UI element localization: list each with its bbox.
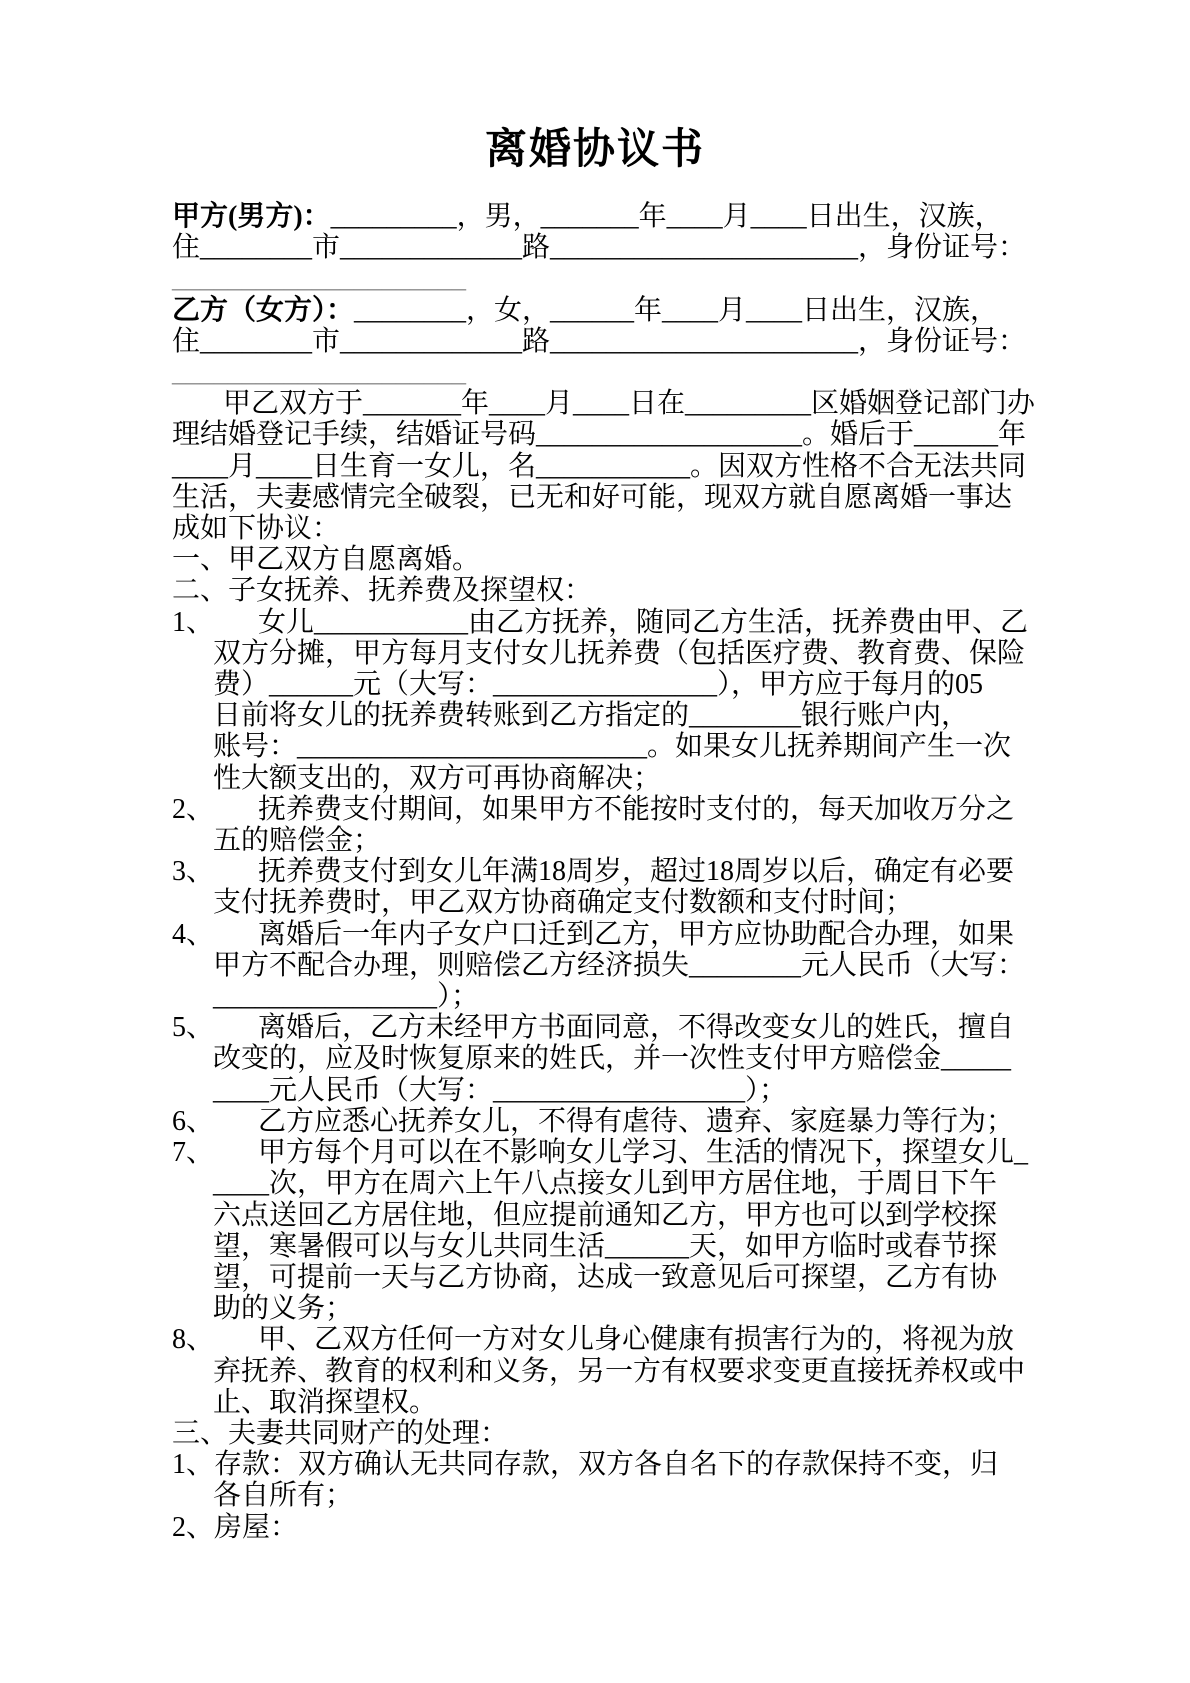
line-text: _____________________ [172, 357, 466, 389]
line-text: 2、房屋： [172, 1511, 299, 1543]
document-line [172, 1387, 1052, 1418]
line-text: ________________）； [213, 981, 480, 1013]
list-number: 5、 [172, 1012, 215, 1044]
document-line [172, 700, 1052, 731]
document-line [172, 1418, 1052, 1449]
document-line [172, 1200, 1052, 1231]
document-line [172, 1356, 1052, 1387]
list-number: 8、 [172, 1324, 215, 1356]
document-line [172, 825, 1052, 856]
document-line [172, 731, 1052, 762]
document-line [172, 1231, 1052, 1262]
line-text: 性大额支出的，双方可再协商解决； [213, 762, 662, 794]
line-text: 望，可提前一天与乙方协商，达成一致意见后可探望，乙方有协 [213, 1261, 998, 1293]
line-text: 账号：_________________________。如果女儿抚养期间产生一次 [213, 731, 1012, 763]
line-text: _____________________ [172, 263, 466, 295]
line-text: 生活，夫妻感情完全破裂，已无和好可能，现双方就自愿离婚一事达 [172, 481, 1013, 513]
document-line [172, 575, 1052, 606]
document-line [172, 1012, 1052, 1043]
line-text: 1、存款：双方确认无共同存款，双方各自名下的存款保持不变，归 [172, 1449, 999, 1481]
party-label: 甲方(男方)： [172, 201, 331, 232]
document-line [172, 1449, 1052, 1480]
document-line [172, 1293, 1052, 1324]
line-text: 弃抚养、教育的权利和义务，另一方有权要求变更直接抚养权或中 [213, 1355, 1026, 1387]
line-text: 抚养费支付到女儿年满18周岁，超过18周岁以后，确定有必要 [258, 856, 1015, 888]
document-line [172, 794, 1052, 825]
line-text: 理结婚登记手续，结婚证号码___________________。婚后于______年 [172, 419, 1027, 451]
document-line [172, 326, 1052, 357]
list-number: 7、 [172, 1137, 215, 1169]
line-text: 离婚后，乙方未经甲方书面同意，不得改变女儿的姓氏，擅自 [258, 1012, 1015, 1044]
blank-fill-line [172, 263, 1052, 294]
line-text: ____月____日生育一女儿，名___________。因双方性格不合无法共同 [172, 450, 1027, 482]
line-text: 三、夫妻共同财产的处理： [172, 1417, 509, 1449]
line-text: 甲方不配合办理，则赔偿乙方经济损失________元人民币（大写： [213, 949, 1026, 981]
document-line [172, 388, 1052, 419]
line-text: ________，女，______年____月____日出生，汉族， [354, 294, 999, 326]
document-line [172, 1106, 1052, 1137]
list-number: 4、 [172, 918, 215, 950]
line-text: 六点送回乙方居住地，但应提前通知乙方，甲方也可以到学校探 [213, 1199, 998, 1231]
line-text: 改变的，应及时恢复原来的姓氏，并一次性支付甲方赔偿金_____ [213, 1043, 1012, 1075]
document-line [172, 1137, 1052, 1168]
document-line [172, 638, 1052, 669]
line-text: 甲乙双方于_______年____月____日在_________区婚姻登记部门办 [223, 388, 1036, 420]
list-number: 3、 [172, 856, 215, 888]
document-line [172, 669, 1052, 700]
line-text: 住________市_____________路______________________，身份证号： [172, 232, 1027, 264]
document-line [172, 919, 1052, 950]
document-title: 离婚协议书 [484, 127, 705, 173]
blank-fill-line [172, 357, 1052, 388]
document-line [172, 1262, 1052, 1293]
line-text: 双方分摊，甲方每月支付女儿抚养费（包括医疗费、教育费、保险 [213, 637, 1026, 669]
document-line [172, 1043, 1052, 1074]
document-body [172, 201, 1052, 1543]
document-line [172, 232, 1052, 263]
list-number: 1、 [172, 606, 215, 638]
party-label: 乙方（女方）： [172, 294, 355, 326]
document-line [172, 295, 1052, 326]
document-line [172, 1324, 1052, 1355]
line-text: 望，寒暑假可以与女儿共同生活______天，如甲方临时或春节探 [213, 1230, 998, 1262]
document-line [172, 763, 1052, 794]
document-line [172, 1168, 1052, 1199]
line-text: 甲、乙双方任何一方对女儿身心健康有损害行为的，将视为放 [258, 1324, 1015, 1356]
document-line [172, 513, 1052, 544]
list-number: 6、 [172, 1105, 215, 1137]
line-text: 乙方应悉心抚养女儿，不得有虐待、遗弃、家庭暴力等行为； [258, 1105, 1015, 1137]
document-line [172, 451, 1052, 482]
line-text: 各自所有； [213, 1480, 354, 1512]
line-text: 住________市_____________路______________________，身份证号： [172, 325, 1027, 357]
document-line [172, 482, 1052, 513]
line-text: 费）______元（大写：________________），甲方应于每月的05 [213, 669, 984, 701]
line-text: 日前将女儿的抚养费转账到乙方指定的________银行账户内， [213, 700, 970, 732]
line-text: 二、子女抚养、抚养费及探望权： [172, 575, 593, 607]
line-text: 甲方每个月可以在不影响女儿学习、生活的情况下，探望女儿_ [258, 1137, 1029, 1169]
line-text: 成如下协议： [172, 513, 341, 545]
document-line [172, 981, 1052, 1012]
document-line [172, 201, 1052, 232]
document-line [172, 419, 1052, 450]
line-text: 一、甲乙双方自愿离婚。 [172, 544, 481, 576]
line-text: 支付抚养费时，甲乙双方协商确定支付数额和支付时间； [213, 887, 914, 919]
document-line [172, 856, 1052, 887]
line-text: ____次，甲方在周六上午八点接女儿到甲方居住地，于周日下午 [213, 1168, 998, 1200]
line-text: 抚养费支付期间，如果甲方不能按时支付的，每天加收万分之 [258, 793, 1015, 825]
document-line [172, 607, 1052, 638]
document-line [172, 1075, 1052, 1106]
document-line [172, 887, 1052, 918]
document-line [172, 950, 1052, 981]
list-number: 2、 [172, 793, 215, 825]
line-text: ____元人民币（大写：__________________）； [213, 1074, 788, 1106]
line-text: _________，男，_______年____月____日出生，汉族， [330, 201, 1003, 232]
line-text: 离婚后一年内子女户口迁到乙方，甲方应协助配合办理，如果 [258, 918, 1015, 950]
document-line [172, 1512, 1052, 1543]
line-text: 五的赔偿金； [213, 825, 382, 857]
document-line [172, 1480, 1052, 1511]
line-text: 助的义务； [213, 1293, 354, 1325]
line-text: 止、取消探望权。 [213, 1386, 438, 1418]
line-text: 女儿___________由乙方抚养，随同乙方生活，抚养费由甲、乙 [258, 606, 1029, 638]
document-line [172, 544, 1052, 575]
